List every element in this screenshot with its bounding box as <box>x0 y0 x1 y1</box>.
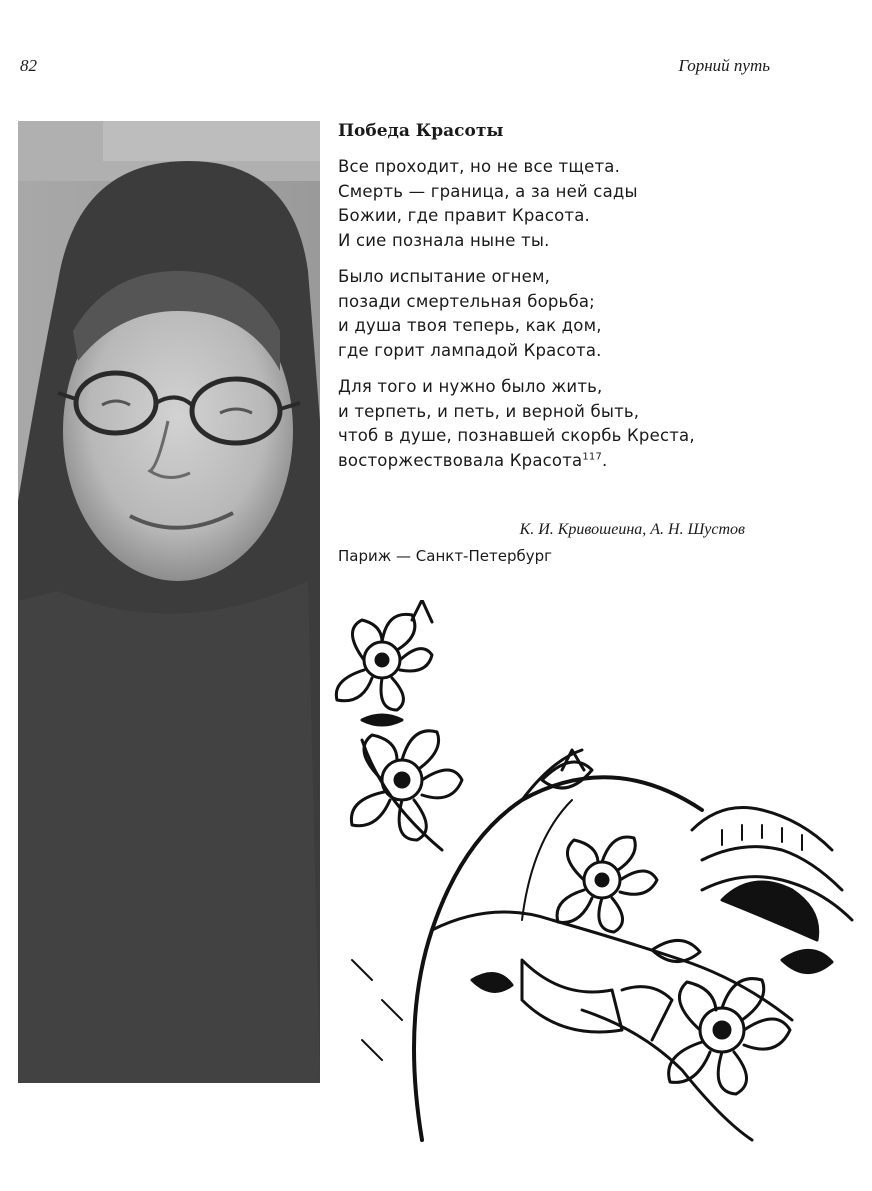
floral-illustration <box>322 600 858 1148</box>
stanza-3 <box>338 375 778 473</box>
stanza-1 <box>338 155 778 253</box>
authors: К. И. Кривошеина, А. Н. Шустов <box>519 521 745 538</box>
footnote-ref: 117 <box>582 451 603 462</box>
poem <box>338 119 778 485</box>
portrait-photo <box>18 121 320 1083</box>
place: Париж — Санкт-Петербург <box>338 547 552 565</box>
poem-line: чтоб в душе, познавшей скорбь Креста, <box>338 426 695 445</box>
final-punct: . <box>602 450 608 470</box>
poem-line: Для того и нужно было жить, <box>338 377 603 396</box>
poem-line: Было испытание огнем, <box>338 267 551 286</box>
poem-line: И сие познала ныне ты. <box>338 230 550 250</box>
poem-line: Смерть — граница, а за ней сады <box>338 181 638 201</box>
running-head: Горний путь <box>678 56 770 75</box>
poem-line: и душа твоя теперь, как дом, <box>338 316 602 335</box>
poem-line: где горит лампадой Красота. <box>338 340 602 360</box>
page-number: 82 <box>20 56 37 75</box>
poem-line: Все проходит, но не все тщета. <box>338 157 621 176</box>
stanza-2 <box>338 265 778 363</box>
poem-line: Божии, где правит Красота. <box>338 206 590 225</box>
poem-title: Победа Красоты <box>338 121 504 141</box>
poem-line-last <box>338 449 778 474</box>
poem-line-text: восторжествовала Красота <box>338 450 583 470</box>
poem-line: и терпеть, и петь, и верной быть, <box>338 401 640 421</box>
poem-line: позади смертельная борьба; <box>338 291 595 311</box>
